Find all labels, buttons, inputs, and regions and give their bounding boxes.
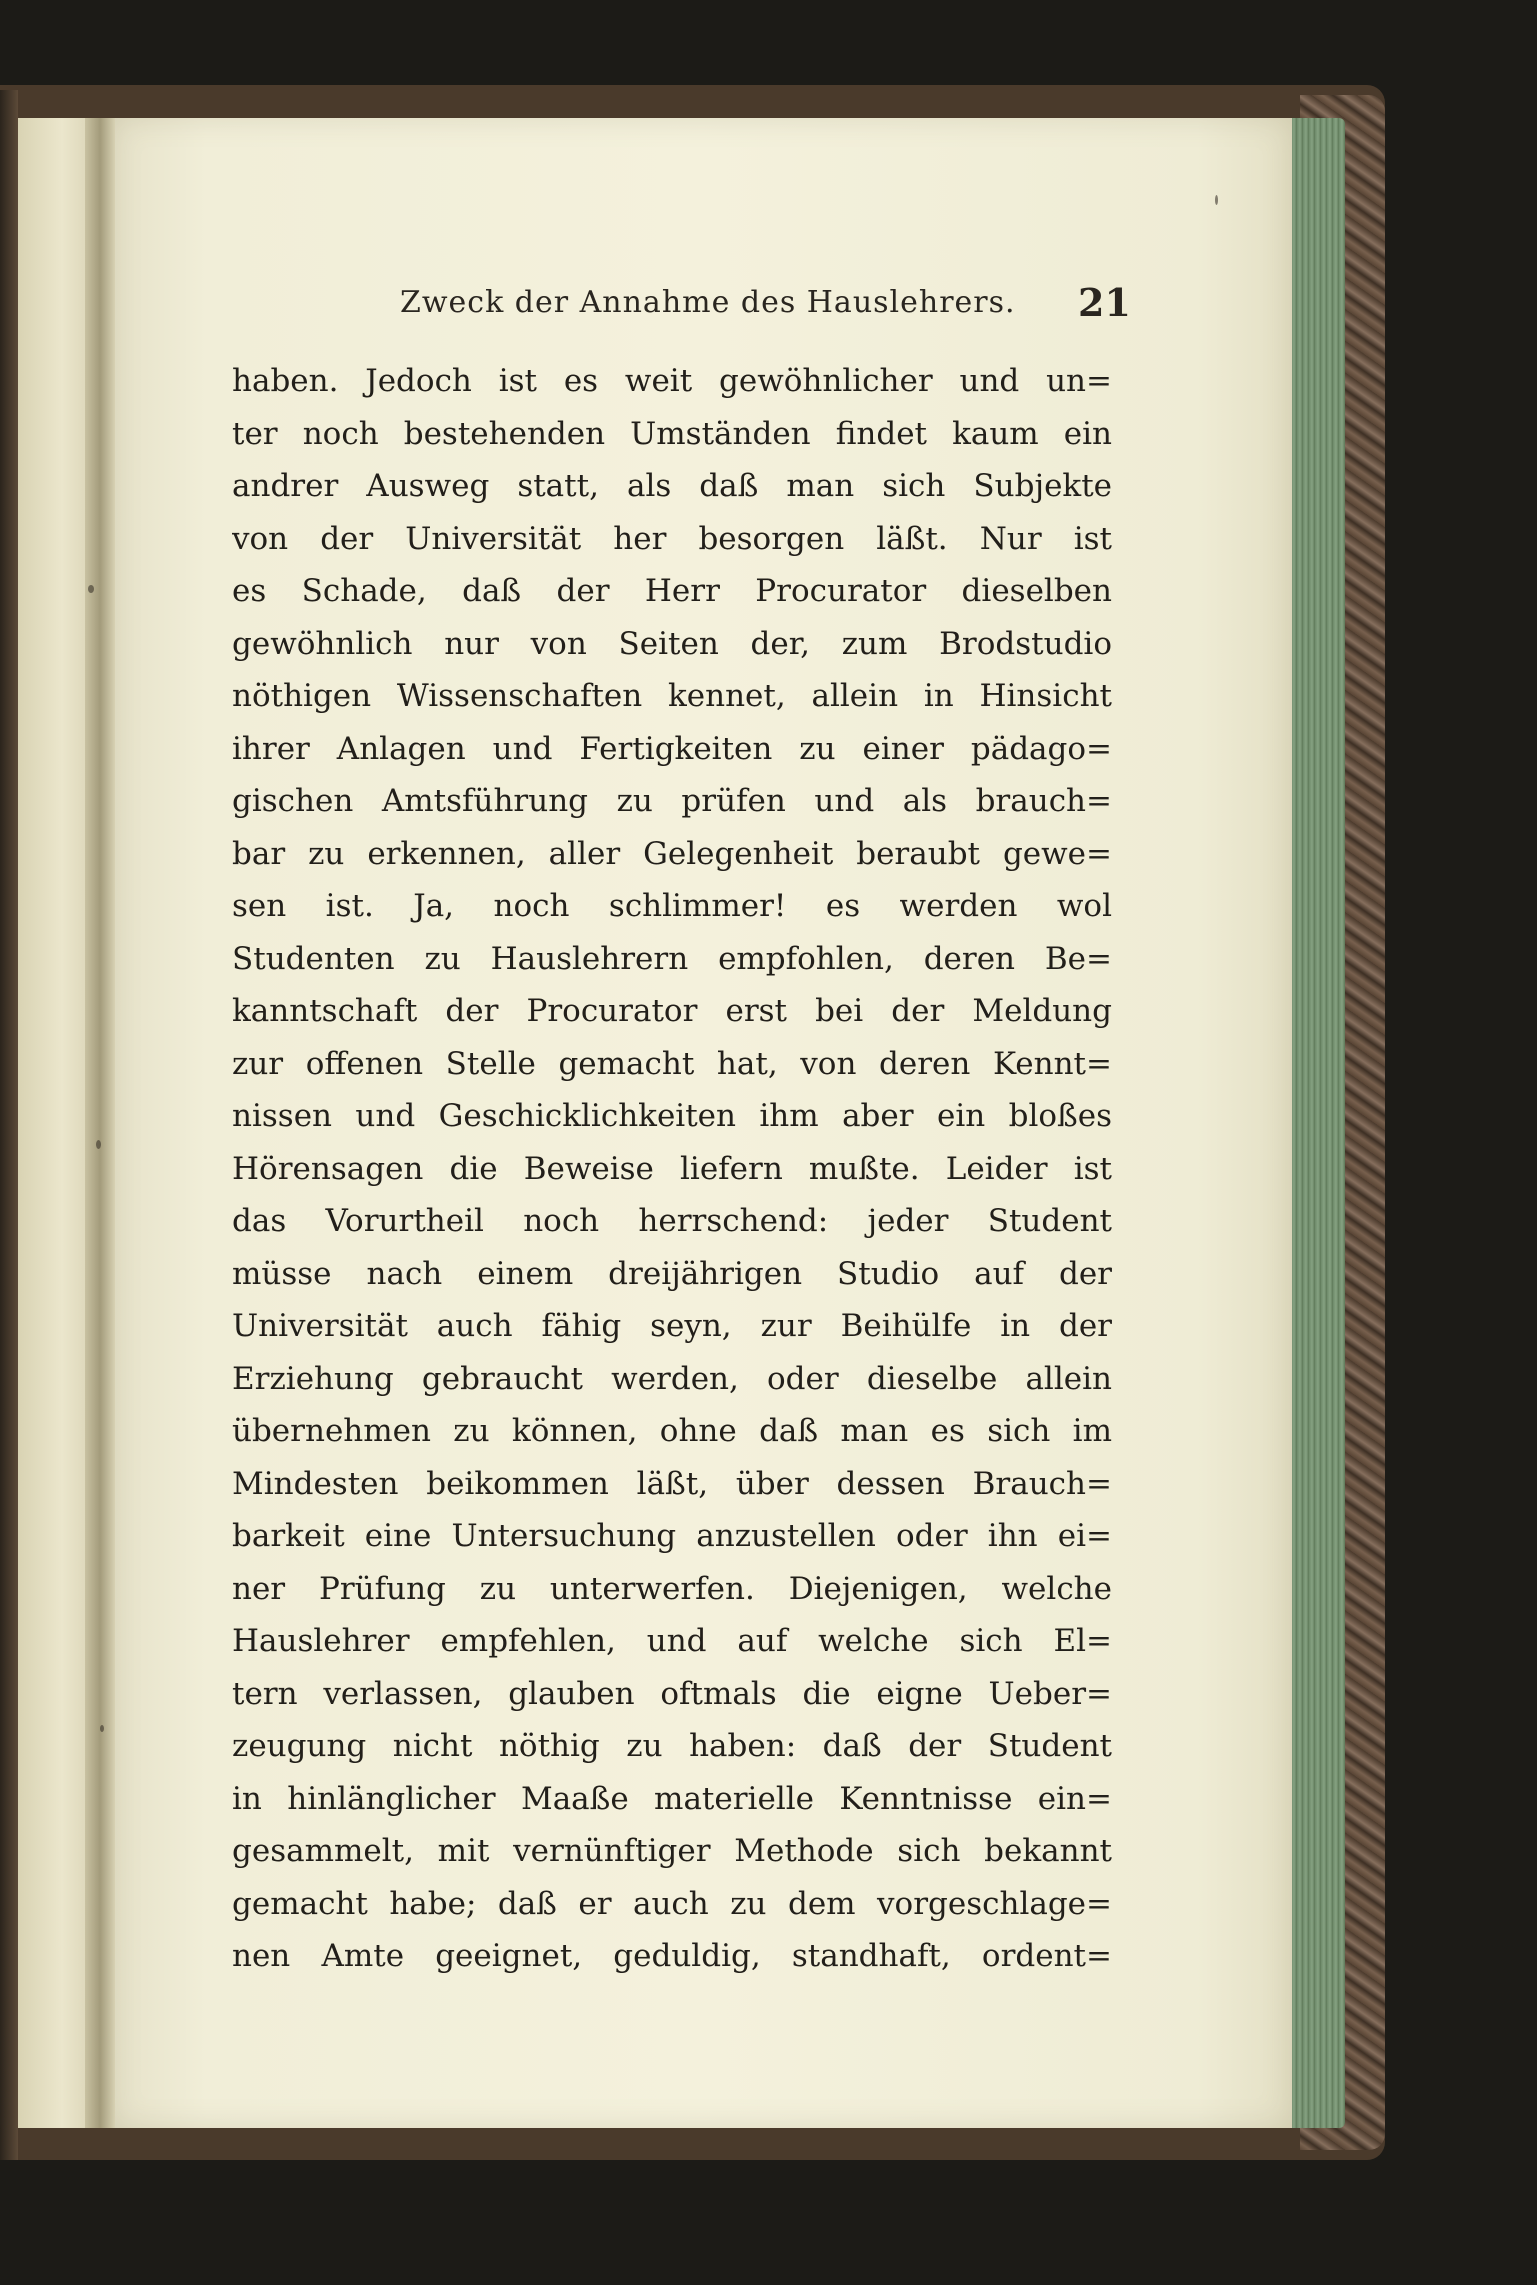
text-line: sen ist. Ja, noch schlimmer! es werden wol — [232, 888, 1112, 924]
text-line: andrer Ausweg statt, als daß man sich Subjekte — [232, 468, 1112, 504]
text-line: übernehmen zu können, ohne daß man es sich im — [232, 1413, 1112, 1449]
text-line: müsse nach einem dreijährigen Studio auf der — [232, 1255, 1112, 1292]
page-edges — [1285, 118, 1345, 2128]
text-line: nen Amte geeignet, geduldig, standhaft, ordent= — [232, 1938, 1112, 1974]
text-line: gemacht habe; daß er auch zu dem vorgeschlage= — [232, 1885, 1112, 1922]
body-text — [232, 355, 1112, 1983]
text-line: Studenten zu Hauslehrern empfohlen, deren Be= — [232, 940, 1112, 977]
text-line: Universität auch fähig seyn, zur Beihülfe in der — [232, 1308, 1112, 1344]
text-line: zeugung nicht nöthig zu haben: daß der Student — [232, 1728, 1112, 1764]
text-line: es Schade, daß der Herr Procurator dieselben — [232, 573, 1112, 609]
text-line: ner Prüfung zu unterwerfen. Diejenigen, welche — [232, 1570, 1112, 1607]
text-line: haben. Jedoch ist es weit gewöhnlicher und un= — [232, 363, 1112, 399]
text-line: barkeit eine Untersuchung anzustellen oder ihn ei= — [232, 1518, 1112, 1554]
text-line: zur offenen Stelle gemacht hat, von deren Kennt= — [232, 1045, 1112, 1082]
text-line: bar zu erkennen, aller Gelegenheit beraubt gewe= — [232, 835, 1112, 872]
paper-speck — [1215, 195, 1218, 205]
text-line: tern verlassen, glauben oftmals die eigne Ueber= — [232, 1675, 1112, 1712]
text-line: ihrer Anlagen und Fertigkeiten zu einer pädago= — [232, 730, 1112, 767]
text-line: gischen Amtsführung zu prüfen und als brauch= — [232, 783, 1112, 819]
text-line: kanntschaft der Procurator erst bei der Meldung — [232, 993, 1112, 1029]
text-line: nissen und Geschicklichkeiten ihm aber ein bloßes — [232, 1098, 1112, 1134]
running-head: Zweck der Annahme des Hauslehrers. — [400, 285, 1016, 320]
text-line: gesammelt, mit vernünftiger Methode sich bekannt — [232, 1833, 1112, 1869]
text-line: gewöhnlich nur von Seiten der, zum Brodstudio — [232, 625, 1112, 662]
paper-speck — [88, 585, 94, 593]
text-line: Hauslehrer empfehlen, und auf welche sich El= — [232, 1623, 1112, 1659]
text-line: Hörensagen die Beweise liefern mußte. Leider ist — [232, 1150, 1112, 1187]
text-line: in hinlänglicher Maaße materielle Kenntnisse ein= — [232, 1780, 1112, 1817]
gutter — [85, 118, 115, 2128]
spine-edge — [0, 90, 18, 2160]
text-line: ter noch bestehenden Umständen findet kaum ein — [232, 415, 1112, 452]
paper-speck — [96, 1140, 101, 1149]
text-line: Mindesten beikommen läßt, über dessen Brauch= — [232, 1465, 1112, 1502]
text-line: nöthigen Wissenschaften kennet, allein in Hinsicht — [232, 678, 1112, 714]
text-line: von der Universität her besorgen läßt. Nur ist — [232, 520, 1112, 557]
paper-speck — [100, 1725, 104, 1732]
page-number: 21 — [1078, 280, 1131, 325]
text-line: Erziehung gebraucht werden, oder dieselbe allein — [232, 1360, 1112, 1397]
text-line: das Vorurtheil noch herrschend: jeder Student — [232, 1203, 1112, 1239]
